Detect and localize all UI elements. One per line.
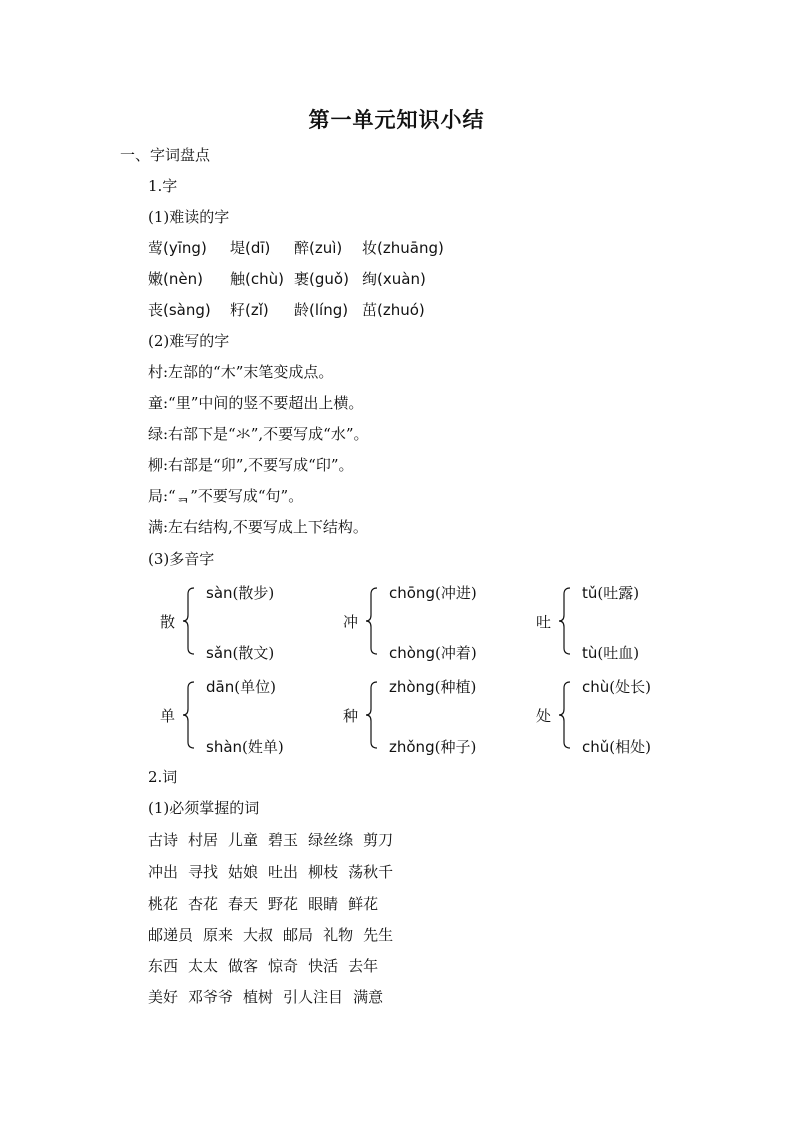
word-item: 去年 (348, 957, 379, 975)
part-heading: (2)难写的字 (148, 332, 230, 350)
entry-pinyin: (xuàn) (377, 270, 426, 288)
entry-pinyin: (zuì) (309, 239, 343, 257)
word-item: 冲出 (148, 863, 179, 881)
reading-example: (相处) (609, 738, 651, 756)
reading-example: (散步) (232, 584, 275, 602)
word-item: 野花 (268, 895, 299, 913)
word-item: 村居 (188, 831, 219, 849)
reading-example: (冲着) (434, 644, 477, 662)
entry-character: 裹 (294, 270, 310, 288)
polyphone-group (536, 582, 726, 660)
polyphone-reading (582, 736, 651, 757)
section-heading: 一、字词盘点 (120, 146, 211, 164)
word-item: 惊奇 (268, 957, 299, 975)
pinyin-entry (362, 269, 426, 289)
word-item: 碧玉 (268, 831, 299, 849)
entry-pinyin: (yīng) (163, 239, 207, 257)
word-item: 做客 (228, 957, 259, 975)
word-item: 柳枝 (308, 863, 339, 881)
word-item: 邮递员 (148, 926, 194, 944)
reading-example: (种植) (434, 678, 477, 696)
entry-character: 莺 (148, 239, 164, 257)
word-item: 古诗 (148, 831, 179, 849)
word-item: 满意 (353, 988, 384, 1006)
reading-example: (种子) (434, 738, 477, 756)
word-item: 绿丝绦 (308, 831, 354, 849)
polyphone-reading (582, 582, 639, 603)
word-item: 春天 (228, 895, 259, 913)
pinyin-entry (294, 300, 348, 320)
entry-pinyin: (zhuāng) (377, 239, 444, 257)
entry-character: 丧 (148, 301, 164, 319)
reading-pinyin: zhǒng (389, 738, 435, 756)
word-item: 大叔 (243, 926, 274, 944)
reading-pinyin: zhòng (389, 678, 435, 696)
word-item: 礼物 (323, 926, 354, 944)
reading-pinyin: sàn (206, 584, 233, 602)
polyphone-reading (206, 676, 276, 697)
polyphone-reading (389, 676, 476, 697)
word-row (148, 894, 388, 914)
polyphone-group (160, 582, 350, 660)
part-heading: (1)必须掌握的词 (148, 799, 260, 817)
polyphone-reading (206, 582, 274, 603)
pinyin-entry (148, 269, 203, 289)
reading-pinyin: dān (206, 678, 235, 696)
word-row (148, 956, 388, 976)
word-item: 寻找 (188, 863, 219, 881)
entry-pinyin: (chù) (245, 270, 284, 288)
word-item: 引人注目 (283, 988, 344, 1006)
word-item: 眼睛 (308, 895, 339, 913)
entry-character: 籽 (230, 301, 246, 319)
curly-brace-icon (363, 584, 387, 658)
polyphone-group (343, 676, 533, 754)
curly-brace-icon (363, 678, 387, 752)
part-heading: (3)多音字 (148, 550, 215, 568)
reading-example: (吐露) (597, 584, 640, 602)
note-line: 满:左右结构,不要写成上下结构。 (148, 518, 368, 536)
note-line: 局:“ᆿ”不要写成“句”。 (148, 487, 304, 505)
pinyin-entry (294, 238, 342, 258)
page-title: 第一单元知识小结 (308, 108, 485, 132)
pinyin-entry (230, 269, 284, 289)
polyphone-reading (582, 676, 651, 697)
reading-pinyin: chǔ (582, 738, 610, 756)
word-item: 吐出 (268, 863, 299, 881)
word-item: 桃花 (148, 895, 179, 913)
entry-character: 妆 (362, 239, 378, 257)
curly-brace-icon (180, 584, 204, 658)
polyphone-reading (206, 642, 274, 663)
polyphone-group (536, 676, 726, 754)
polyphone-character: 单 (160, 707, 176, 725)
word-item: 荡秋千 (348, 863, 394, 881)
reading-example: (姓单) (242, 738, 284, 756)
reading-pinyin: chōng (389, 584, 435, 602)
pinyin-entry (362, 238, 444, 258)
note-line: 柳:右部是“卯”,不要写成“印”。 (148, 456, 354, 474)
entry-pinyin: (sàng) (163, 301, 211, 319)
curly-brace-icon (180, 678, 204, 752)
note-line: 村:左部的“木”末笔变成点。 (148, 363, 334, 381)
reading-example: (处长) (609, 678, 651, 696)
entry-character: 触 (230, 270, 246, 288)
pinyin-entry (148, 300, 211, 320)
word-item: 儿童 (228, 831, 259, 849)
entry-character: 堤 (230, 239, 246, 257)
polyphone-character: 吐 (536, 613, 552, 631)
reading-example: (单位) (234, 678, 276, 696)
polyphone-reading (389, 642, 477, 663)
word-item: 姑娘 (228, 863, 259, 881)
part-heading: (1)难读的字 (148, 208, 230, 226)
pinyin-entry (294, 269, 349, 289)
polyphone-character: 处 (536, 707, 552, 725)
entry-character: 醉 (294, 239, 310, 257)
reading-example: (吐血) (597, 644, 640, 662)
word-item: 剪刀 (363, 831, 394, 849)
entry-pinyin: (nèn) (163, 270, 203, 288)
entry-character: 龄 (294, 301, 310, 319)
pinyin-entry (362, 300, 425, 320)
word-item: 原来 (203, 926, 234, 944)
reading-example: (散文) (232, 644, 275, 662)
pinyin-entry (230, 238, 270, 258)
reading-pinyin: chù (582, 678, 610, 696)
entry-character: 绚 (362, 270, 378, 288)
polyphone-reading (389, 736, 476, 757)
word-row (148, 862, 403, 882)
note-line: 绿:右部下是“氺”,不要写成“水”。 (148, 425, 369, 443)
subsection-heading: 1.字 (148, 177, 178, 195)
entry-character: 嫩 (148, 270, 164, 288)
curly-brace-icon (556, 678, 580, 752)
polyphone-reading (206, 736, 284, 757)
polyphone-reading (389, 582, 477, 603)
polyphone-character: 散 (160, 613, 176, 631)
word-item: 东西 (148, 957, 179, 975)
reading-pinyin: shàn (206, 738, 243, 756)
entry-pinyin: (dī) (245, 239, 271, 257)
reading-pinyin: tǔ (582, 584, 598, 602)
word-row (148, 925, 403, 945)
curly-brace-icon (556, 584, 580, 658)
word-item: 植树 (243, 988, 274, 1006)
polyphone-character: 种 (343, 707, 359, 725)
polyphone-character: 冲 (343, 613, 359, 631)
reading-pinyin: chòng (389, 644, 435, 662)
word-item: 美好 (148, 988, 179, 1006)
reading-pinyin: tù (582, 644, 598, 662)
reading-pinyin: sǎn (206, 644, 233, 662)
word-item: 太太 (188, 957, 219, 975)
word-row (148, 830, 403, 850)
pinyin-entry (148, 238, 207, 258)
polyphone-group (343, 582, 533, 660)
pinyin-entry (230, 300, 269, 320)
polyphone-reading (582, 642, 639, 663)
word-item: 杏花 (188, 895, 219, 913)
word-item: 邓爷爷 (188, 988, 234, 1006)
word-item: 先生 (363, 926, 394, 944)
subsection-heading: 2.词 (148, 768, 178, 786)
word-item: 快活 (308, 957, 339, 975)
entry-pinyin: (zhuó) (377, 301, 425, 319)
entry-pinyin: (zǐ) (245, 301, 269, 319)
polyphone-group (160, 676, 350, 754)
word-item: 邮局 (283, 926, 314, 944)
note-line: 童:“里”中间的竖不要超出上横。 (148, 394, 364, 412)
reading-example: (冲进) (434, 584, 477, 602)
word-item: 鲜花 (348, 895, 379, 913)
entry-character: 茁 (362, 301, 378, 319)
entry-pinyin: (líng) (309, 301, 349, 319)
entry-pinyin: (guǒ) (309, 270, 349, 288)
word-row (148, 987, 393, 1007)
